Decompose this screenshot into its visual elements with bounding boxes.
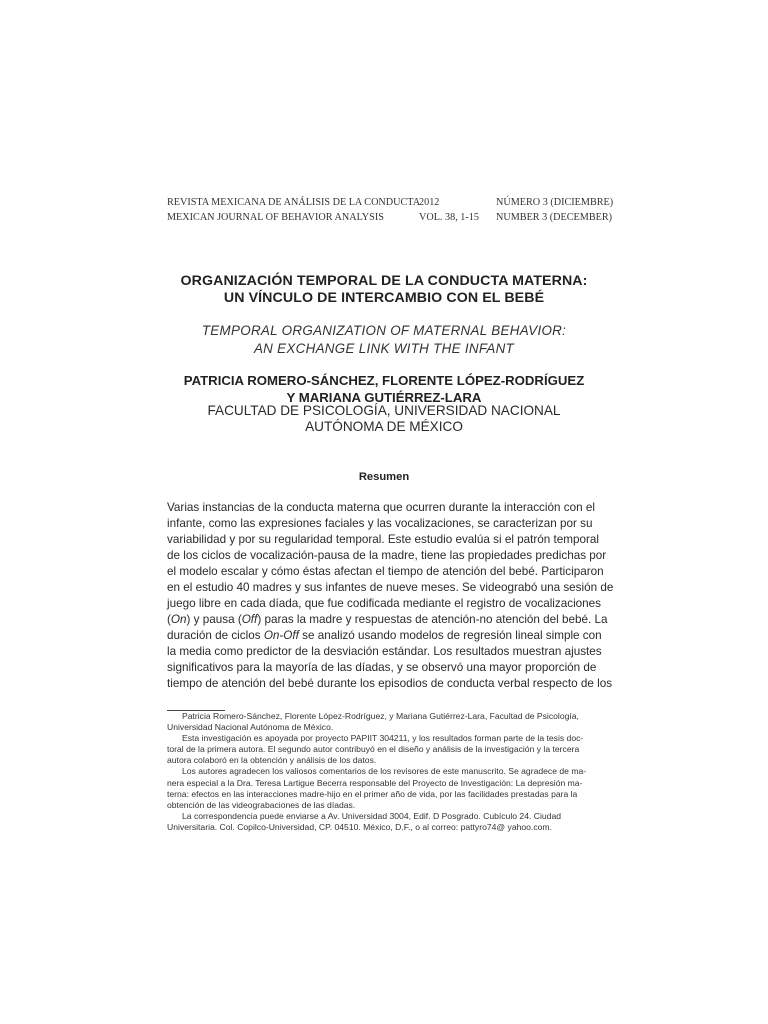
text-run: duración de ciclos — [167, 629, 264, 642]
term-on: On — [170, 613, 187, 626]
title-en-line-1: TEMPORAL ORGANIZATION OF MATERNAL BEHAVIOR: — [201, 323, 567, 338]
author-affiliation — [110, 403, 658, 435]
title-es-line-1: ORGANIZACIÓN TEMPORAL DE LA CONDUCTA MATERNA: — [180, 273, 588, 289]
journal-masthead — [167, 195, 612, 225]
abstract-body — [167, 500, 615, 692]
journal-issue-en: NUMBER 3 (DECEMBER) — [496, 212, 613, 223]
footnote-line: obtención de las videograbaciones de las díadas. — [167, 799, 356, 810]
text-run: ) y pausa ( — [186, 613, 242, 626]
masthead-row-es — [167, 195, 612, 210]
abstract-line — [167, 628, 615, 644]
abstract-line: significativos para la mayoría de las díadas, y se observó una mayor proporción de — [167, 661, 597, 674]
abstract-line: en el estudio 40 madres y sus infantes de nueve meses. Se videograbó una sesión de — [167, 581, 614, 594]
footnote-line: Universidad Nacional Autónoma de México. — [167, 722, 334, 733]
term-off: Off — [241, 613, 258, 626]
abstract-line: infante, como las expresiones faciales y las vocalizaciones, se caracterizan por su — [167, 517, 593, 530]
abstract-heading: Resumen — [358, 471, 410, 483]
affiliation-line-1: FACULTAD DE PSICOLOGÍA, UNIVERSIDAD NACIONAL — [207, 403, 561, 418]
authors-line-2: Y MARIANA GUTIÉRREZ-LARA — [286, 390, 482, 405]
journal-name-es: REVISTA MEXICANA DE ANÁLISIS DE LA CONDUCTA — [167, 197, 421, 208]
footnote-line: Patricia Romero-Sánchez, Florente López-Rodríguez, y Mariana Gutiérrez-Lara, Facultad de Psicología, — [182, 711, 579, 721]
authors-line-1: PATRICIA ROMERO-SÁNCHEZ, FLORENTE LÓPEZ-RODRÍGUEZ — [183, 373, 585, 388]
journal-volume: VOL. 38, 1-15 — [419, 212, 479, 223]
abstract-line — [167, 612, 615, 628]
footnote-line: terna: efectos en las interacciones madre-hijo en el primer año de vida, por las facilidades prestadas para la — [167, 788, 578, 799]
affiliation-line-2: AUTÓNOMA DE MÉXICO — [305, 419, 463, 434]
abstract-line: variabilidad y por su regularidad temporal. Este estudio evalúa si el patrón temporal — [167, 533, 600, 546]
journal-name-en: MEXICAN JOURNAL OF BEHAVIOR ANALYSIS — [167, 212, 384, 223]
footnote-line: Universitaria. Col. Copilco-Universidad, CP. 04510. México, D.F., o al correo: pattyro74@ yahoo.com. — [167, 821, 552, 832]
journal-year: 2012 — [419, 197, 440, 208]
masthead-row-en — [167, 210, 612, 225]
footnote-line: nera especial a la Dra. Teresa Lartigue Becerra responsable del Proyecto de Investigación: La depresión ma- — [167, 777, 583, 788]
text-run: se analizó usando modelos de regresión lineal simple con — [298, 629, 602, 642]
footnote-line: autora colaboró en la obtención y análisis de los datos. — [167, 755, 377, 766]
abstract-line: tiempo de atención del bebé durante los episodios de conducta verbal respecto de los — [167, 677, 613, 690]
abstract-line: el modelo escalar y cómo éstas afectan el tiempo de atención del bebé. Participaron — [167, 565, 604, 578]
term-on-off: On-Off — [263, 629, 299, 642]
abstract-line: juego libre en cada díada, que fue codificada mediante el registro de vocalizaciones — [167, 597, 602, 610]
abstract-line: de los ciclos de vocalización-pausa de la madre, tiene las propiedades predichas por — [167, 549, 607, 562]
journal-issue-es: NÚMERO 3 (DICIEMBRE) — [496, 197, 614, 208]
author-list — [110, 372, 658, 406]
abstract-line: Varias instancias de la conducta materna que ocurren durante la interacción con el — [167, 501, 595, 514]
text-run: ) paras la madre y respuestas de atención-no atención del bebé. La — [257, 613, 608, 626]
abstract-line: la media como predictor de la desviación estándar. Los resultados muestran ajustes — [167, 645, 602, 658]
footnote-line: Los autores agradecen los valiosos comentarios de los revisores de este manuscrito. Se agradece de ma- — [182, 766, 587, 777]
footnote-line: toral de la primera autora. El segundo autor contribuyó en el diseño y análisis de la investigación y la tercera — [167, 744, 580, 755]
title-en-line-2: AN EXCHANGE LINK WITH THE INFANT — [253, 341, 515, 356]
article-title-spanish — [110, 273, 658, 307]
title-es-line-2: UN VÍNCULO DE INTERCAMBIO CON EL BEBÉ — [223, 290, 545, 306]
text-run: ( — [167, 613, 171, 626]
article-title-english — [110, 322, 658, 358]
footnote-line: La correspondencia puede enviarse a Av. Universidad 3004, Edif. D Posgrado. Cubículo 24. Ciudad — [182, 810, 562, 821]
footnotes — [167, 711, 615, 833]
footnote-line: Esta investigación es apoyada por proyecto PAPIIT 304211, y los resultados forman parte de la tesis doc- — [182, 733, 584, 744]
